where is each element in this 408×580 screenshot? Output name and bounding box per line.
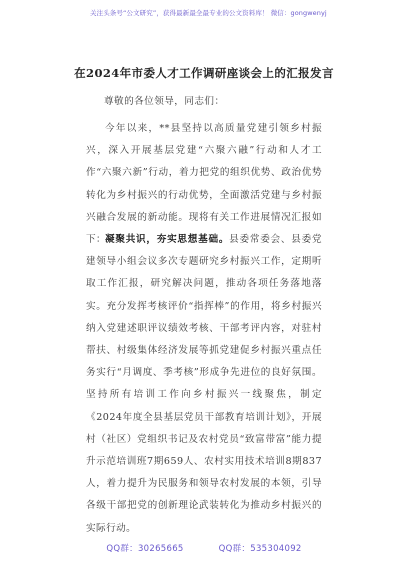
- header-notice: 关注头条号“公文研究”，获得最新最全最专业的公文资料库！ 微信：gongwenyj: [90, 9, 327, 17]
- paragraph-lead-heading: 凝聚共识，夯实思想基础。: [105, 234, 230, 245]
- footer-qq-group-1: QQ群：30265665: [106, 544, 184, 554]
- footer-contacts: [0, 543, 408, 555]
- paragraph-consensus-body: 县委常委会、县委党建领导小组会议多次专题研究乡村振兴工作，定期听取工作汇报，研究解决问题，推动各项任务落地落实。充分发挥考核评价“指挥棒”的作用，将乡村振兴纳入党建述职评议绩效考核、干部考评内容，对驻村帮扶、村级集体经济发展等抓党建促乡村振兴重点任务实行“月调度、季考核”形成争先进位的良好氛围。坚持所有培训工作向乡村振兴一线聚焦，制定《2024年度全县基层党员干部教育培训计划》，开展村（社区）党组织书记及农村党员“致富带富”能力提升示范培训班7期659人、农村实用技术培训8期837人，着力提升为民服务和领导农村发展的本领，引导各级干部把党的创新理论武装转化为推动乡村振兴的实际行动。: [86, 234, 322, 534]
- document-title: 在2024年市委人才工作调研座谈会上的汇报发言: [74, 66, 334, 80]
- footer-qq-group-2: QQ群：535304092: [218, 544, 302, 554]
- paragraph-consensus: [86, 229, 322, 540]
- greeting: 尊敬的各位领导，同志们：: [104, 96, 225, 107]
- paragraph-intro: 今年以来，**县坚持以高质量党建引领乡村振兴，深入开展基层党建“六聚六融”行动和人才工作“六聚六新”行动，着力把党的组织优势、政治优势转化为乡村振兴的行动优势，全面激活党建与乡村振兴融合发展的新动能。现将有关工作进展情况汇报如下：: [86, 123, 322, 246]
